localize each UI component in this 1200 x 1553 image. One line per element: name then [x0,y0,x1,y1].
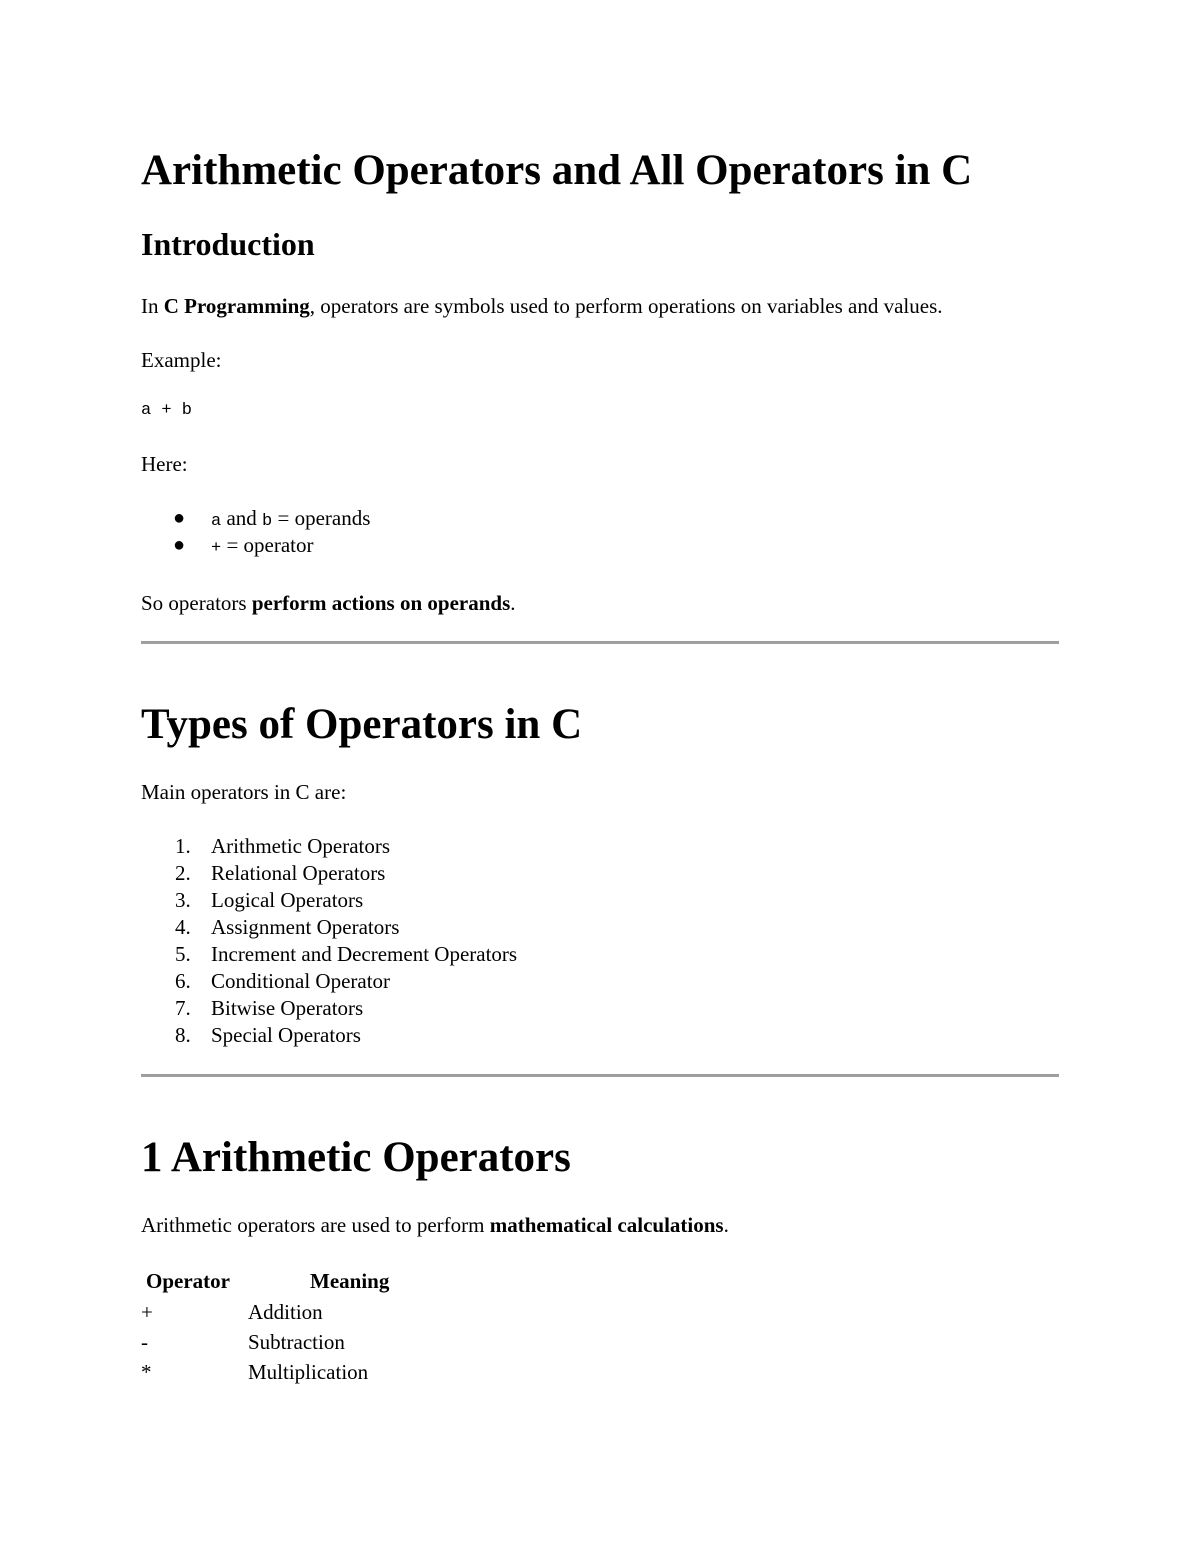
list-item: 5. Increment and Decrement Operators [175,942,518,966]
meaning-cell: Multiplication [248,1360,369,1384]
table-row [141,1327,389,1357]
meaning-cell: Subtraction [248,1330,345,1354]
introduction-heading: Introduction [141,226,315,262]
types-heading: Types of Operators in C [141,701,583,748]
column-header-operator: Operator [146,1269,230,1293]
list-item: 8. Special Operators [175,1023,361,1047]
arithmetic-heading: 1 Arithmetic Operators [141,1134,571,1181]
list-item: ● a and b = operands [173,506,371,531]
horizontal-divider [141,1074,1059,1077]
operand-bullet-list [141,505,370,559]
list-item: ● + = operator [173,533,314,558]
arithmetic-lead: Arithmetic operators are used to perform mathematical calculations. [141,1213,729,1237]
document-title: Arithmetic Operators and All Operators in C [141,147,973,194]
operator-cell: * [141,1360,152,1384]
column-header-meaning: Meaning [310,1269,390,1293]
table-row [141,1357,389,1387]
bullet-icon: ● [173,534,186,556]
here-label: Here: [141,452,188,476]
operator-types-list [141,833,517,1049]
list-item: 3. Logical Operators [175,888,364,912]
table-row [141,1297,389,1327]
conclusion-paragraph: So operators perform actions on operands. [141,591,516,615]
arithmetic-operator-table [141,1265,389,1387]
list-item: 1. Arithmetic Operators [175,834,391,858]
list-item: 4. Assignment Operators [175,915,400,939]
horizontal-divider [141,641,1059,644]
list-item: 6. Conditional Operator [175,969,391,993]
list-item: 7. Bitwise Operators [175,996,364,1020]
operator-cell: - [141,1330,148,1354]
operator-cell: + [141,1300,153,1324]
table-header-row [141,1265,389,1297]
meaning-cell: Addition [248,1300,323,1324]
types-lead: Main operators in C are: [141,780,347,804]
list-item: 2. Relational Operators [175,861,386,885]
example-code: a + b [141,401,193,420]
bullet-icon: ● [173,507,186,529]
example-label: Example: [141,348,222,372]
intro-paragraph: In C Programming, operators are symbols used to perform operations on variables and values. [141,294,943,318]
